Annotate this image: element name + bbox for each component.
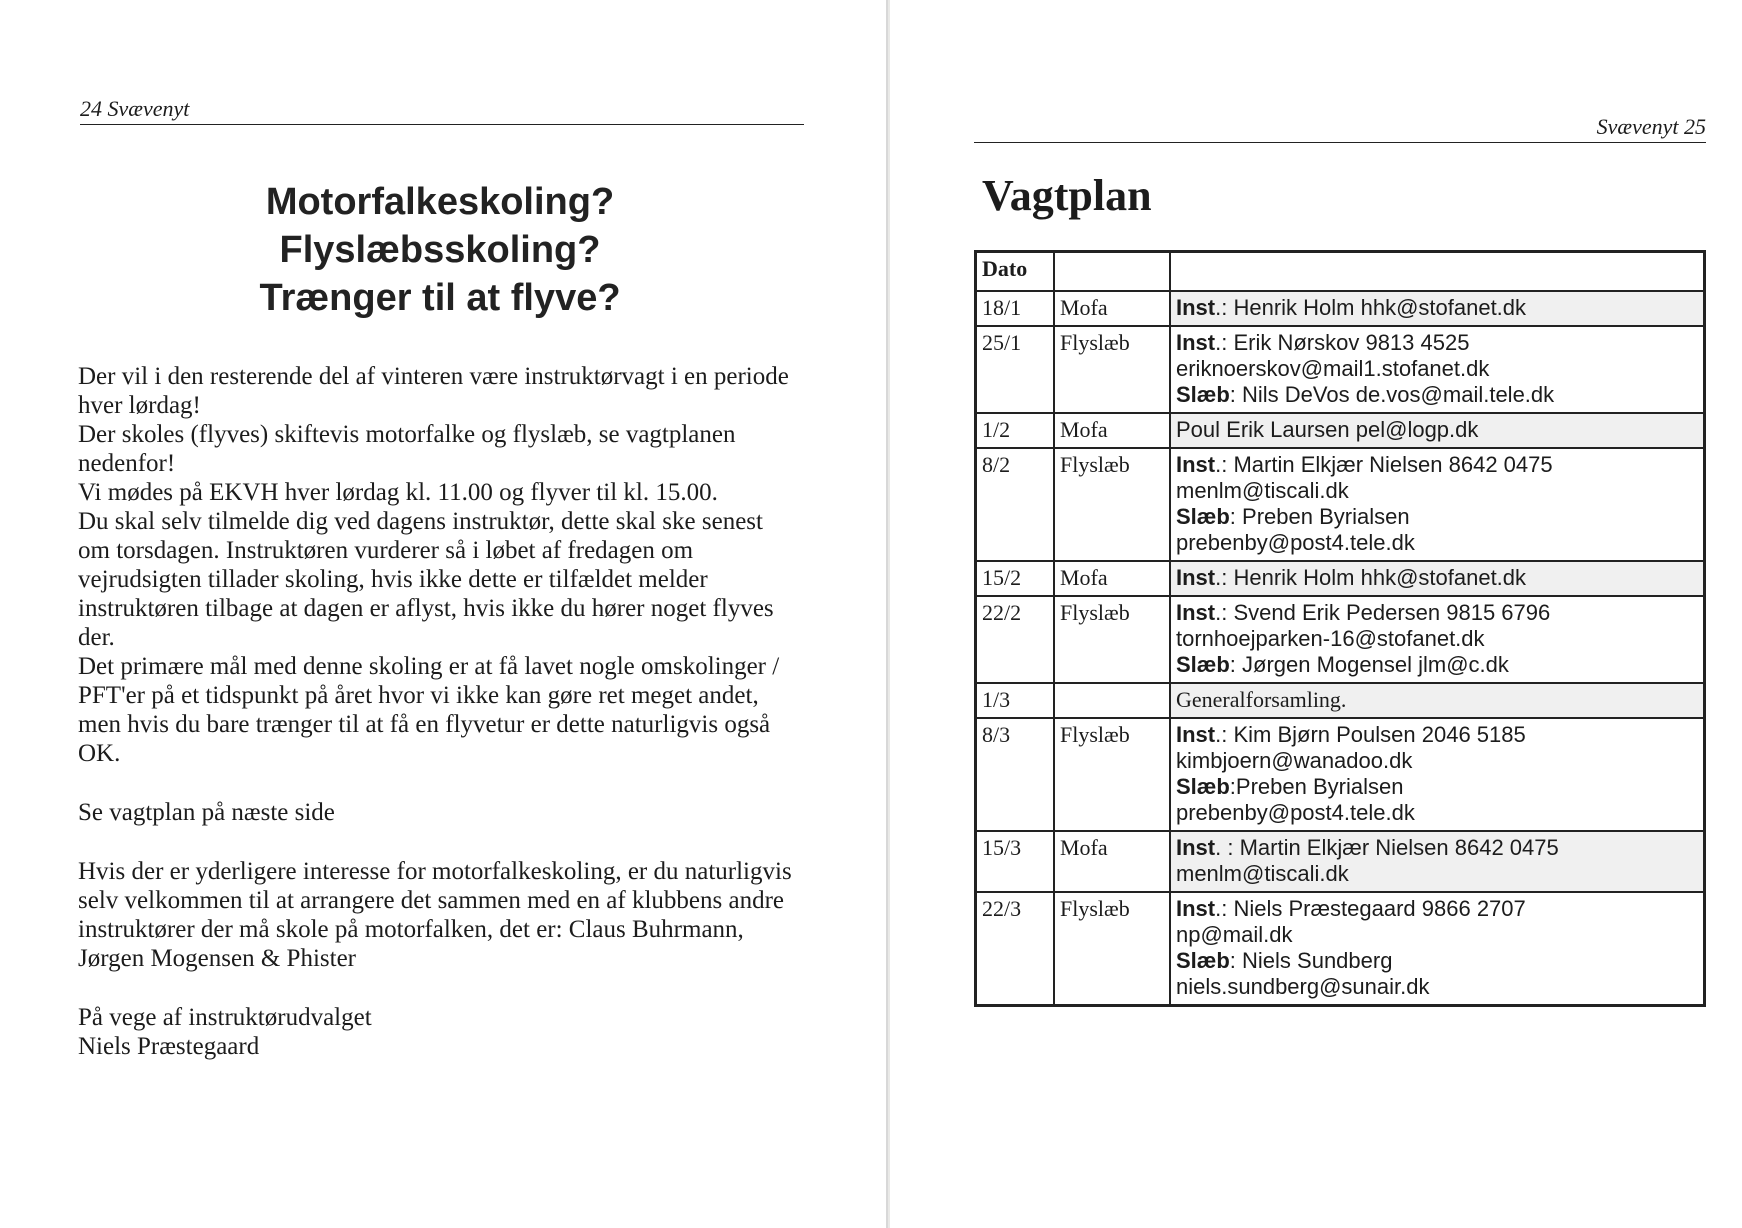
role-label: Slæb: [1176, 652, 1230, 677]
info-line: [1176, 600, 1698, 626]
type-cell: Mofa: [1054, 831, 1170, 892]
type-cell: Mofa: [1054, 291, 1170, 326]
signoff-name: Niels Præstegaard: [78, 1033, 260, 1060]
type-cell: [1054, 683, 1170, 718]
role-label: Slæb: [1176, 948, 1230, 973]
type-cell: Flyslæb: [1054, 892, 1170, 1006]
info-text: niels.sundberg@sunair.dk: [1176, 974, 1430, 999]
info-line: [1176, 800, 1698, 826]
info-text: : Jørgen Mogensel jlm@c.dk: [1229, 652, 1509, 677]
right-page-header: Svævenyt 25: [974, 114, 1706, 143]
date-cell: 22/2: [976, 596, 1055, 683]
role-label: Inst: [1176, 565, 1216, 590]
role-label: Inst: [1176, 330, 1216, 355]
info-line: [1176, 504, 1698, 530]
date-cell: 22/3: [976, 892, 1055, 1006]
date-cell: 1/3: [976, 683, 1055, 718]
info-line: [1176, 330, 1698, 356]
role-label: Inst: [1176, 600, 1216, 625]
role-label: Slæb: [1176, 504, 1230, 529]
info-text: .: Henrik Holm hhk@stofanet.dk: [1215, 565, 1527, 590]
info-text: Poul Erik Laursen pel@logp.dk: [1176, 417, 1479, 442]
table-row: [976, 892, 1705, 1006]
schedule-table: [974, 250, 1706, 1007]
info-line: [1176, 974, 1698, 1000]
info-line: [1176, 565, 1698, 591]
right-page: [890, 0, 1742, 1228]
type-cell: Flyslæb: [1054, 596, 1170, 683]
date-cell: 8/3: [976, 718, 1055, 831]
table-row: [976, 448, 1705, 561]
info-cell: [1170, 326, 1705, 413]
info-cell: [1170, 561, 1705, 596]
paragraph: Vi mødes på EKVH hver lørdag kl. 11.00 og flyver til kl. 15.00.: [78, 479, 718, 506]
info-text: .: Martin Elkjær Nielsen 8642 0475: [1215, 452, 1553, 477]
info-line: [1176, 774, 1698, 800]
table-row: [976, 683, 1705, 718]
paragraph: Det primære mål med denne skoling er at få lavet nogle omskolinger / PFT'er på et tidspunkt på året hvor vi ikke kan gøre ret meget andet, men hvis du bare trænger til at få en flyvetur er dette naturligvis også OK.: [78, 653, 780, 767]
headline-line: Motorfalkeskoling?: [265, 181, 615, 223]
info-text: menlm@tiscali.dk: [1176, 861, 1349, 886]
info-text: : Nils DeVos de.vos@mail.tele.dk: [1229, 382, 1555, 407]
info-cell: [1170, 291, 1705, 326]
info-text: prebenby@post4.tele.dk: [1176, 800, 1415, 825]
table-row: [976, 326, 1705, 413]
table-row: [976, 291, 1705, 326]
table-row: [976, 596, 1705, 683]
info-text: .: Svend Erik Pedersen 9815 6796: [1215, 600, 1551, 625]
info-line: [1176, 896, 1698, 922]
info-line: [1176, 748, 1698, 774]
info-cell: [1170, 683, 1705, 718]
role-label: Inst: [1176, 452, 1216, 477]
see-schedule-note: Se vagtplan på næste side: [78, 799, 335, 826]
table-row: [976, 413, 1705, 448]
info-text: prebenby@post4.tele.dk: [1176, 530, 1415, 555]
info-line: [1176, 382, 1698, 408]
date-column-header: Dato: [976, 252, 1055, 292]
headline-line: Flyslæbsskoling?: [279, 229, 601, 271]
info-cell: [1170, 448, 1705, 561]
date-cell: 8/2: [976, 448, 1055, 561]
paragraph: Du skal selv tilmelde dig ved dagens instruktør, dette skal ske senest om torsdagen. Instruktøren vurderer så i løbet af fredagen om vejrudsigten tillader skoling, hvis ikke dette er tilfældet melder instruktøren tilbage at dagen er aflyst, hvis ikke du hører noget flyves der.: [78, 508, 774, 651]
role-label: Inst: [1176, 295, 1216, 320]
info-text: kimbjoern@wanadoo.dk: [1176, 748, 1413, 773]
info-text: menlm@tiscali.dk: [1176, 478, 1349, 503]
schedule-body: [976, 291, 1705, 1006]
role-label: Inst: [1176, 835, 1216, 860]
info-line: [1176, 861, 1698, 887]
role-label: Inst: [1176, 722, 1216, 747]
info-text: .: Erik Nørskov 9813 4525: [1215, 330, 1470, 355]
paragraph: instruktører der må skole på motorfalken, det er: Claus Buhrmann, Jørgen Mogensen & Phister: [78, 916, 744, 972]
info-line: [1176, 652, 1698, 678]
headline: [80, 178, 800, 322]
info-line: [1176, 530, 1698, 556]
date-cell: 15/2: [976, 561, 1055, 596]
date-cell: 25/1: [976, 326, 1055, 413]
headline-line: Trænger til at flyve?: [259, 277, 621, 319]
table-row: [976, 561, 1705, 596]
info-text: tornhoejparken-16@stofanet.dk: [1176, 626, 1485, 651]
info-line: [1176, 722, 1698, 748]
info-cell: [1170, 718, 1705, 831]
info-text: Generalforsamling.: [1176, 687, 1347, 712]
role-label: Inst: [1176, 896, 1216, 921]
info-text: .: Niels Præstegaard 9866 2707: [1215, 896, 1526, 921]
type-cell: Mofa: [1054, 413, 1170, 448]
article-body: [78, 362, 800, 1061]
type-cell: Flyslæb: [1054, 448, 1170, 561]
info-text: np@mail.dk: [1176, 922, 1293, 947]
signoff-line: På vege af instruktørudvalget: [78, 1004, 372, 1031]
date-cell: 15/3: [976, 831, 1055, 892]
page-title: Vagtplan: [982, 171, 1152, 220]
info-line: [1176, 295, 1698, 321]
info-column-header: [1170, 252, 1705, 292]
paragraph: Der vil i den resterende del af vinteren være instruktørvagt i en periode hver lørdag!: [78, 363, 789, 419]
info-line: [1176, 948, 1698, 974]
info-cell: [1170, 413, 1705, 448]
info-text: : Niels Sundberg: [1229, 948, 1393, 973]
role-label: Slæb: [1176, 774, 1230, 799]
info-line: [1176, 478, 1698, 504]
info-line: [1176, 417, 1698, 443]
info-cell: [1170, 831, 1705, 892]
left-page-header: 24 Svævenyt: [80, 96, 804, 125]
info-line: [1176, 922, 1698, 948]
table-row: [976, 718, 1705, 831]
date-cell: 1/2: [976, 413, 1055, 448]
info-text: :Preben Byrialsen: [1229, 774, 1404, 799]
info-line: [1176, 626, 1698, 652]
type-cell: Flyslæb: [1054, 718, 1170, 831]
paragraph: Der skoles (flyves) skiftevis motorfalke og flyslæb, se vagtplanen nedenfor!: [78, 421, 736, 477]
info-line: [1176, 687, 1698, 713]
table-header-row: [976, 252, 1705, 292]
table-row: [976, 831, 1705, 892]
info-line: [1176, 835, 1698, 861]
info-text: eriknoerskov@mail1.stofanet.dk: [1176, 356, 1490, 381]
type-cell: Mofa: [1054, 561, 1170, 596]
info-text: : Preben Byrialsen: [1229, 504, 1410, 529]
info-cell: [1170, 892, 1705, 1006]
info-line: [1176, 356, 1698, 382]
date-cell: 18/1: [976, 291, 1055, 326]
info-line: [1176, 452, 1698, 478]
info-text: .: Kim Bjørn Poulsen 2046 5185: [1215, 722, 1526, 747]
info-text: .: Henrik Holm hhk@stofanet.dk: [1215, 295, 1527, 320]
role-label: Slæb: [1176, 382, 1230, 407]
info-cell: [1170, 596, 1705, 683]
paragraph: Hvis der er yderligere interesse for motorfalkeskoling, er du naturligvis selv velkommen til at arrangere det sammen med en af klubbens andre: [78, 858, 792, 914]
type-column-header: [1054, 252, 1170, 292]
info-text: . : Martin Elkjær Nielsen 8642 0475: [1215, 835, 1559, 860]
type-cell: Flyslæb: [1054, 326, 1170, 413]
